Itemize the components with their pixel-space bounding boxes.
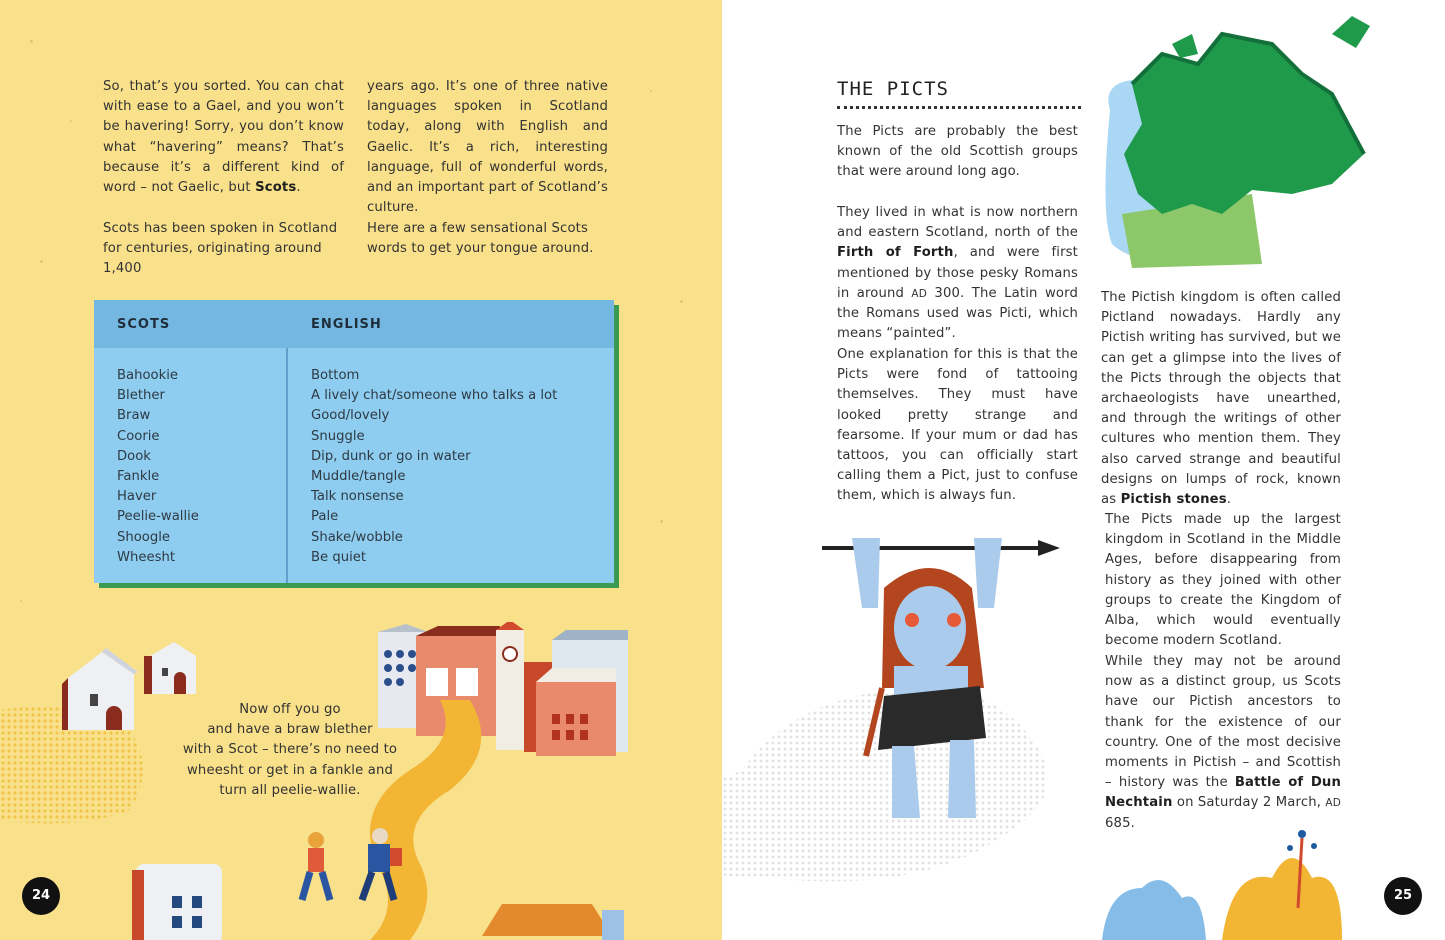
page-number-left: 24 — [22, 877, 60, 915]
english-meaning: Bottom — [311, 368, 360, 383]
english-meaning: Pale — [311, 509, 339, 525]
right-page — [722, 0, 1445, 940]
pictland-paragraph: The Pictish kingdom is often called Pictland nowadays. Hardly any Pictish writing has survived, but we can get a glimpse into the lives of the Picts through the objects that archaeologists have unearthed, and through the writings of other cultures who mention them. They also carved strange and beautiful designs on lumps of rock, known as Pictish stones. — [1101, 290, 1341, 508]
scots-word: Peelie-wallie — [117, 509, 199, 525]
english-meaning: Muddle/tangle — [311, 469, 406, 485]
closing-verse: Now off you go and have a braw blether with a Scot – there’s no need to wheesht or get in a fankle and turn all peelie-wallie. — [182, 702, 398, 798]
scots-word: Wheesht — [117, 549, 176, 565]
scots-word: Dook — [117, 448, 151, 464]
title-underline — [837, 106, 1081, 109]
scots-words-intro: Here are a few sensational Scots words to get your tongue around. — [367, 221, 594, 257]
scots-word: Haver — [117, 489, 157, 505]
kingdom-paragraph: The Picts made up the largest kingdom in Scotland in the Middle Ages, before disappearing from history as they joined with other groups to create the Kingdom of Alba, which would eventually become modern Scotland. — [1105, 512, 1341, 649]
scots-language-paragraph: years ago. It’s one of three native languages spoken in Scotland today, along with English and Gaelic. It’s a rich, interesting language, full of wonderful words, and an important part of Scotland’s culture. — [367, 79, 608, 216]
bottom-houses-illustration — [132, 860, 632, 940]
scots-word-list — [117, 366, 199, 568]
english-meaning: A lively chat/someone who talks a lot — [311, 388, 558, 404]
plants-illustration — [1102, 828, 1352, 940]
scots-history-paragraph: Scots has been spoken in Scotland for centuries, originating around 1,400 — [103, 221, 338, 277]
scots-word: Fankle — [117, 469, 160, 485]
header-english: ENGLISH — [311, 317, 382, 332]
english-meaning: Snuggle — [311, 428, 365, 444]
section-title: THE PICTS — [837, 78, 949, 100]
english-meaning: Be quiet — [311, 549, 367, 565]
scotland-map-illustration — [1102, 14, 1372, 272]
scots-word: Coorie — [117, 428, 160, 444]
intro-paragraph: So, that’s you sorted. You can chat with ease to a Gael, and you won’t be havering! Sorry, you don’t know what “havering” means? That’s because it’s a different kind of word – not Gaelic, but Scots. — [103, 79, 344, 196]
scots-word: Shoogle — [117, 529, 171, 545]
header-scots: SCOTS — [117, 317, 171, 332]
table-divider — [286, 348, 288, 583]
english-meaning: Talk nonsense — [311, 489, 404, 505]
scots-word: Blether — [117, 388, 165, 404]
pict-warrior-illustration — [822, 528, 1062, 828]
picts-location-paragraph: They lived in what is now northern and eastern Scotland, north of the Firth of Forth, and were first mentioned by those pesky Romans in around AD 300. The Latin word the Romans used was Picti, which means “painted”. — [837, 205, 1078, 342]
picts-intro-paragraph: The Picts are probably the best known of the old Scottish groups that were around long ago. — [837, 124, 1078, 180]
scots-word: Braw — [117, 408, 151, 424]
english-meaning: Shake/wobble — [311, 529, 403, 545]
scots-word: Bahookie — [117, 368, 179, 383]
english-meaning-list — [311, 366, 557, 568]
english-meaning: Good/lovely — [311, 408, 390, 424]
english-meaning: Dip, dunk or go in water — [311, 448, 471, 464]
scots-english-table — [94, 300, 614, 583]
picts-tattoo-paragraph: One explanation for this is that the Picts were fond of tattooing themselves. They must have looked pretty strange and fearsome. If your mum or dad has tattoos, you can officially start calling them a Pict, just to confuse them, which is always fun. — [837, 347, 1078, 504]
page-number-right: 25 — [1384, 877, 1422, 915]
battle-paragraph: While they may not be around now as a distinct group, us Scots have our Pictish ancestors to thank for the existence of our country. One of the most decisive moments in Pictish – and Scottish – history was the Battle of Dun Nechtain on Saturday 2 March, AD 685. — [1105, 654, 1341, 831]
left-page — [0, 0, 722, 940]
